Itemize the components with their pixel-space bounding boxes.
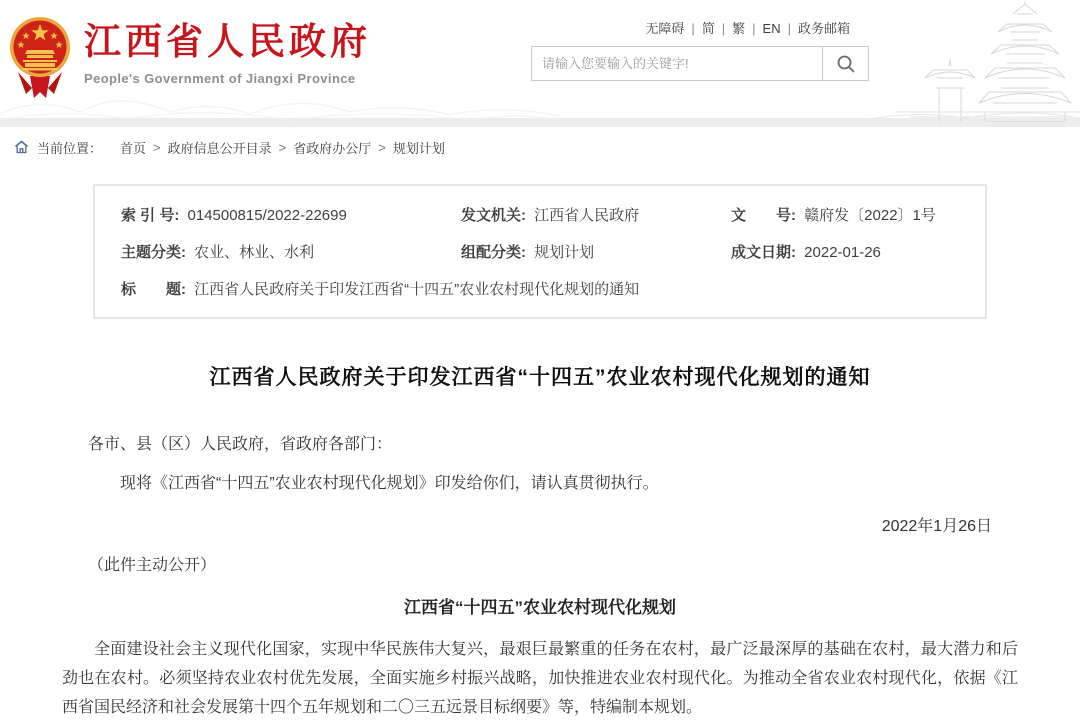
document-meta-table [93,184,987,319]
link-separator: | [752,21,756,36]
meta-value: 赣府发〔2022〕1号 [804,207,936,224]
link-english[interactable]: EN [762,21,781,36]
meta-index-no [121,204,461,225]
search-button[interactable] [822,47,868,80]
meta-row [95,270,985,307]
meta-value: 规划计划 [534,244,595,261]
breadcrumb-item-info-directory[interactable]: 政府信息公开目录 [167,140,272,156]
header-divider [0,118,1080,127]
site-subtitle: People's Government of Jiangxi Province [84,70,356,86]
document-title: 江西省人民政府关于印发江西省“十四五”农业农村现代化规划的通知 [209,366,871,389]
disclosure-note: （此件主动公开） [88,557,217,574]
meta-title-field [121,278,985,299]
meta-value: 2022-01-26 [804,244,881,261]
meta-value: 014500815/2022-22699 [187,207,347,224]
breadcrumb-item-planning[interactable]: 规划计划 [392,140,445,156]
meta-label: 文 号: [731,207,801,224]
meta-label: 主题分类: [121,244,191,261]
link-accessibility[interactable]: 无障碍 [645,21,685,36]
link-separator: | [787,21,791,36]
pagoda-sketch-icon [865,0,1080,122]
meta-label: 索 引 号: [121,207,184,224]
breadcrumb-item-general-office[interactable]: 省政府办公厅 [293,140,372,156]
meta-topic-category [121,241,461,262]
plan-subtitle: 江西省“十四五”农业农村现代化规划 [404,598,676,617]
breadcrumb-item-home[interactable]: 首页 [120,140,147,156]
link-gov-mail[interactable]: 政务邮箱 [797,21,850,36]
meta-group-category [461,241,731,262]
breadcrumb-label: 当前位置： [37,140,103,156]
notice-section [0,431,1080,618]
meta-issue-date [731,241,985,262]
meta-issuing-agency [461,204,731,225]
breadcrumb [0,127,1080,167]
meta-row [95,233,985,270]
plan-paragraph: 全面建设社会主义现代化国家，实现中华民族伟大复兴，最艰巨最繁重的任务在农村，最广泛最深厚的基础在农村，最大潜力和后劲也在农村。必须坚持农业农村优先发展，全面实施乡村振兴战略，加快推进农业农村现代化。为推动全省农业农村现代化，依据《江西省国民经济和社会发展第十四个五年规划和二〇三五远景目标纲要》等，特编制本规划。 [62,641,1018,717]
link-separator: | [721,21,726,36]
breadcrumb-separator: > [278,139,287,155]
search-input[interactable] [532,47,822,80]
meta-value: 江西省人民政府 [534,207,640,224]
national-emblem-icon [8,14,72,102]
link-separator: | [691,21,695,36]
site-logo[interactable] [8,14,371,102]
document-date: 2022年1月26日 [881,518,992,535]
site-title: 江西省人民政府 [84,21,371,62]
meta-label: 发文机关: [461,207,531,224]
search-icon [836,54,856,74]
breadcrumb-separator: > [378,139,386,155]
meta-value: 农业、林业、水利 [194,244,315,261]
top-utility-links [645,18,850,37]
home-icon [14,140,29,154]
meta-value: 江西省人民政府关于印发江西省“十四五”农业农村现代化规划的通知 [194,281,640,298]
site-header [0,0,1080,118]
meta-doc-no [731,204,985,225]
meta-row [95,196,985,233]
breadcrumb-separator: > [153,139,161,155]
site-search [531,46,869,81]
salutation: 各市、县（区）人民政府，省政府各部门： [88,436,393,453]
meta-label: 成文日期: [731,244,801,261]
meta-label: 组配分类: [461,244,531,261]
notice-paragraph: 现将《江西省“十四五”农业农村现代化规划》印发给你们，请认真贯彻执行。 [120,475,659,492]
meta-label: 标 题: [121,281,191,298]
link-traditional[interactable]: 繁 [732,21,746,36]
link-simplified[interactable]: 简 [701,21,715,36]
